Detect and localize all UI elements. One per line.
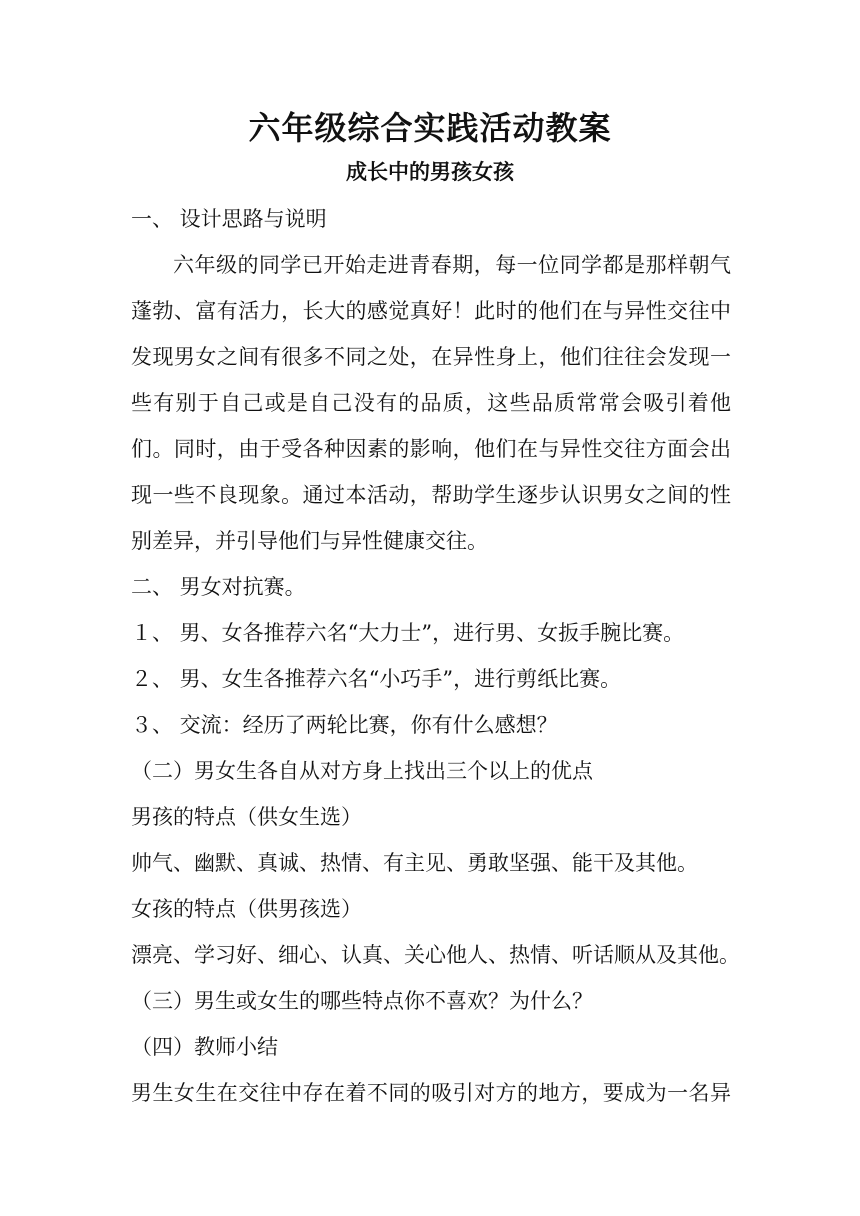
paragraph-line: 六年级的同学已开始走进青春期，每一位同学都是那样朝气 (173, 253, 731, 277)
paragraph-line: 蓬勃、富有活力，长大的感觉真好！此时的他们在与异性交往中 (131, 299, 731, 323)
document-title: 六年级综合实践活动教案 (248, 109, 612, 147)
list-item: ３、 交流：经历了两轮比赛，你有什么感想？ (131, 713, 558, 737)
list-item: ２、 男、女生各推荐六名“小巧手”，进行剪纸比赛。 (131, 667, 622, 691)
summary-line: 男生女生在交往中存在着不同的吸引对方的地方，要成为一名异 (131, 1081, 731, 1105)
paragraph-line: 发现男女之间有很多不同之处，在异性身上，他们往往会发现一 (131, 345, 731, 369)
list-item: １、 男、女各推荐六名“大力士”，进行男、女扳手腕比赛。 (131, 621, 685, 645)
part-4-heading: （四）教师小结 (131, 1035, 278, 1059)
girls-traits: 漂亮、学习好、细心、认真、关心他人、热情、听话顺从及其他。 (131, 943, 740, 967)
boys-traits: 帅气、幽默、真诚、热情、有主见、勇敢坚强、能干及其他。 (131, 851, 698, 875)
boys-traits-label: 男孩的特点（供女生选） (131, 805, 362, 829)
paragraph-line: 别差异，并引导他们与异性健康交往。 (131, 529, 488, 553)
document-subtitle: 成长中的男孩女孩 (346, 159, 514, 184)
section-2-heading: 二、 男女对抗赛。 (131, 575, 306, 599)
paragraph-line: 些有别于自己或是自己没有的品质，这些品质常常会吸引着他 (131, 391, 731, 415)
paragraph-line: 现一些不良现象。通过本活动，帮助学生逐步认识男女之间的性 (131, 483, 731, 507)
part-2-heading: （二）男女生各自从对方身上找出三个以上的优点 (131, 759, 593, 783)
paragraph-line: 们。同时，由于受各种因素的影响，他们在与异性交往方面会出 (131, 437, 731, 461)
girls-traits-label: 女孩的特点（供男孩选） (131, 897, 362, 921)
part-3-heading: （三）男生或女生的哪些特点你不喜欢？为什么？ (131, 989, 593, 1013)
section-1-heading: 一、 设计思路与说明 (131, 207, 327, 231)
